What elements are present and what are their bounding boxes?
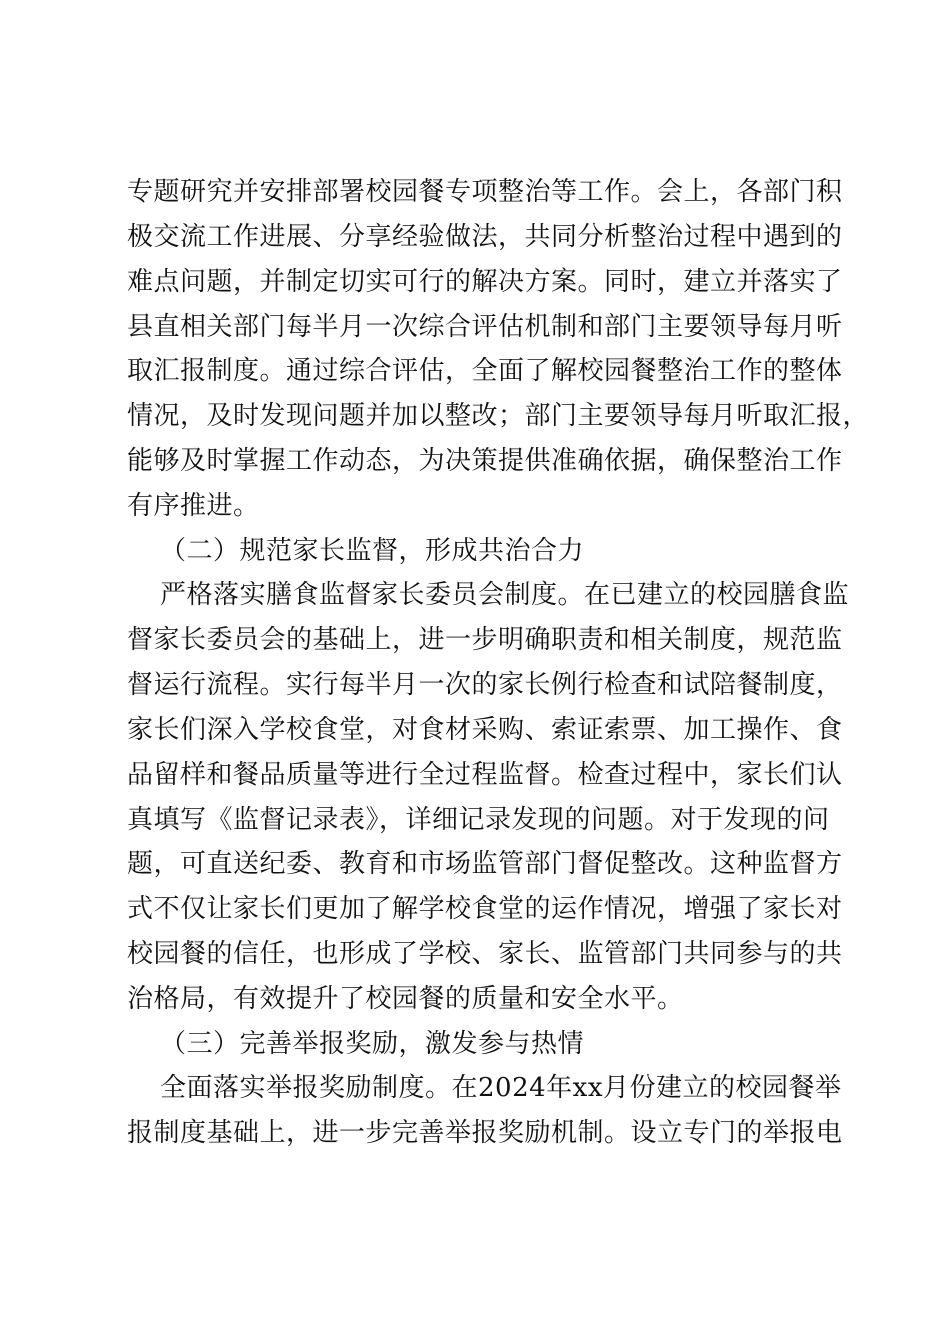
body-line-3: 难点问题，并制定切实可行的解决方案。同时，建立并落实了 bbox=[127, 267, 843, 297]
body-line-18: 校园餐的信任，也形成了学校、家长、监管部门共同参与的共 bbox=[127, 939, 843, 969]
paragraph-start-line-2: 全面落实举报奖励制度。在2024年xx月份建立的校园餐举 bbox=[160, 1073, 842, 1103]
body-line-17: 式不仅让家长们更加了解学校食堂的运作情况，增强了家长对 bbox=[127, 894, 843, 924]
paragraph-start-line: 严格落实膳食监督家长委员会制度。在已建立的校园膳食监 bbox=[160, 580, 850, 610]
body-line-7: 能够及时掌握工作动态，为决策提供准确依据，确保整治工作 bbox=[127, 446, 843, 476]
section-heading-3: （三）完善举报奖励，激发参与热情 bbox=[160, 1029, 585, 1059]
body-line-16: 题，可直送纪委、教育和市场监管部门督促整改。这种监督方 bbox=[127, 849, 843, 879]
body-line-8: 有序推进。 bbox=[127, 491, 260, 521]
body-line-19: 治格局，有效提升了校园餐的质量和安全水平。 bbox=[127, 984, 684, 1014]
body-line-5: 取汇报制度。通过综合评估，全面了解校园餐整治工作的整体 bbox=[127, 356, 843, 386]
body-line-14: 品留样和餐品质量等进行全过程监督。检查过程中，家长们认 bbox=[127, 760, 843, 790]
body-line-15: 真填写《监督记录表》，详细记录发现的问题。对于发现的问 bbox=[127, 805, 830, 835]
body-line-11: 督家长委员会的基础上，进一步明确职责和相关制度，规范监 bbox=[127, 625, 843, 655]
body-line-12: 督运行流程。实行每半月一次的家长例行检查和试陪餐制度， bbox=[127, 670, 843, 700]
body-line-1: 专题研究并安排部署校园餐专项整治等工作。会上，各部门积 bbox=[127, 177, 843, 207]
body-line-22: 报制度基础上，进一步完善举报奖励机制。设立专门的举报电 bbox=[127, 1118, 843, 1148]
body-line-4: 县直相关部门每半月一次综合评估机制和部门主要领导每月听 bbox=[127, 312, 843, 342]
body-line-6: 情况，及时发现问题并加以整改；部门主要领导每月听取汇报， bbox=[127, 401, 870, 431]
body-line-13: 家长们深入学校食堂，对食材采购、索证索票、加工操作、食 bbox=[127, 715, 843, 745]
body-line-2: 极交流工作进展、分享经验做法，共同分析整治过程中遇到的 bbox=[127, 222, 843, 252]
section-heading-2: （二）规范家长监督，形成共治合力 bbox=[160, 536, 585, 566]
